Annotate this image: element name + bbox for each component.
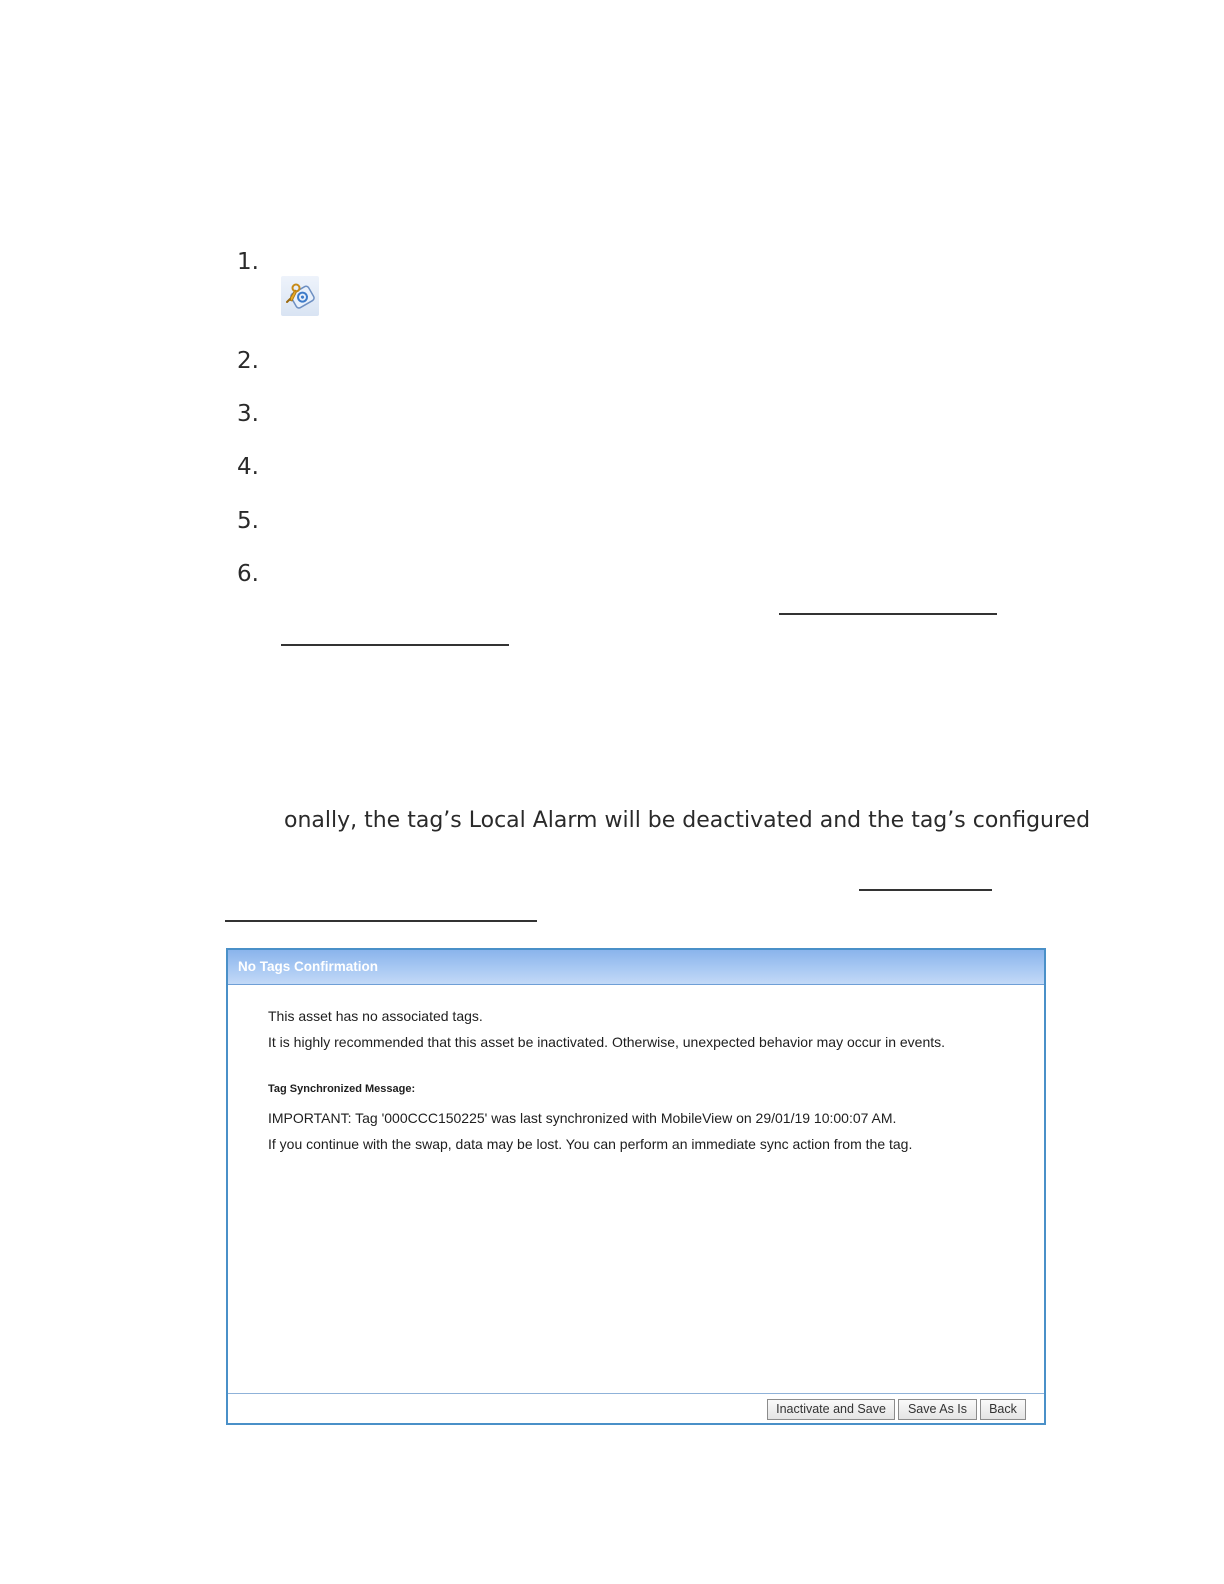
step-number-3: 3.: [237, 401, 259, 427]
step-number-5: 5.: [237, 508, 259, 534]
back-button[interactable]: Back: [980, 1399, 1026, 1420]
step-number-4: 4.: [237, 454, 259, 480]
link-underline[interactable]: [779, 613, 997, 615]
step-number-1: 1.: [237, 249, 259, 275]
dialog-header: [228, 950, 1044, 985]
sync-warning-message: If you continue with the swap, data may be lost. You can perform an immediate sync action from the tag.: [268, 1136, 913, 1152]
sync-important-message: IMPORTANT: Tag '000CCC150225' was last synchronized with MobileView on 29/01/19 10:00:07 AM.: [268, 1110, 897, 1126]
no-tags-message: This asset has no associated tags.: [268, 1008, 483, 1024]
inactivate-and-save-button[interactable]: Inactivate and Save: [767, 1399, 895, 1420]
step-number-2: 2.: [237, 348, 259, 374]
sync-message-label: Tag Synchronized Message:: [268, 1083, 416, 1095]
no-tags-confirmation-dialog: [226, 948, 1046, 1425]
dialog-footer: [228, 1393, 1044, 1423]
asset-tag-tool-icon[interactable]: [281, 276, 319, 316]
body-paragraph-text: onally, the tag’s Local Alarm will be deactivated and the tag’s configured: [284, 808, 1091, 833]
dialog-title: No Tags Confirmation: [238, 959, 378, 974]
link-underline[interactable]: [281, 644, 509, 646]
link-underline[interactable]: [225, 920, 537, 922]
save-as-is-button[interactable]: Save As Is: [898, 1399, 977, 1420]
step-number-6: 6.: [237, 561, 259, 587]
link-underline[interactable]: [859, 889, 992, 891]
inactivate-recommendation: It is highly recommended that this asset be inactivated. Otherwise, unexpected behavior may occur in events.: [268, 1034, 946, 1050]
